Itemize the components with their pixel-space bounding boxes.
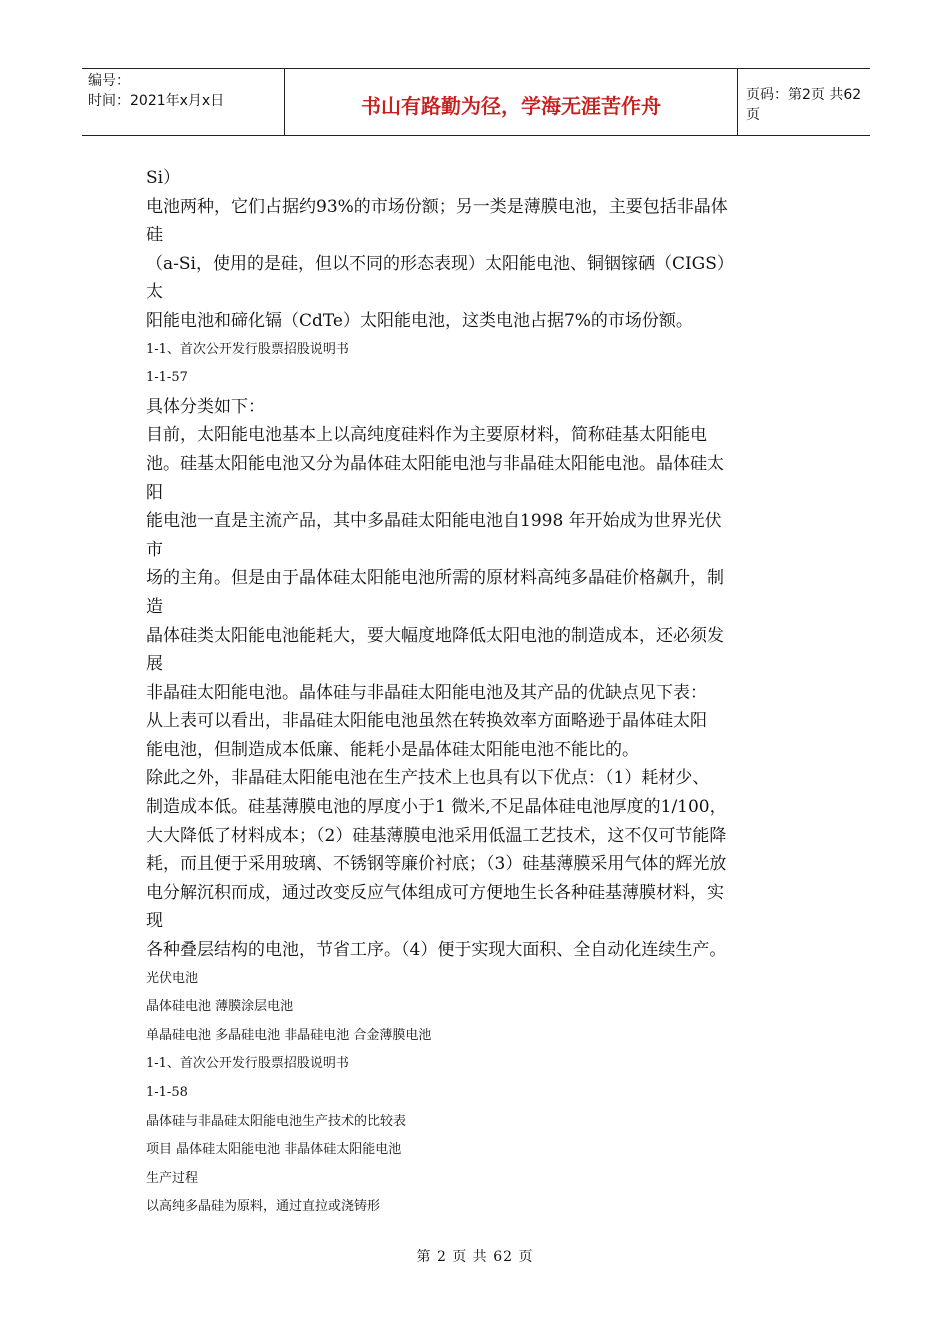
text-line: 以高纯多晶硅为原料，通过直拉或浇铸形	[146, 1199, 381, 1215]
text-line: 晶体硅电池 薄膜涂层电池	[146, 999, 294, 1015]
text-line: 阳能电池和碲化镉（CdTe）太阳能电池，这类电池占据7%的市场份额。	[146, 310, 693, 331]
text-line: 造	[146, 596, 163, 617]
text-line: 电分解沉积而成，通过改变反应气体组成可方便地生长各种硅基薄膜材料，实	[146, 882, 724, 903]
text-line: 能电池一直是主流产品，其中多晶硅太阳能电池自1998 年开始成为世界光伏	[146, 511, 722, 532]
text-line: 1-1-57	[146, 370, 188, 386]
text-line: 硅	[146, 225, 163, 246]
text-line: 各种叠层结构的电池，节省工序。（4）便于实现大面积、全自动化连续生产。	[146, 940, 727, 961]
text-line: 项目 晶体硅太阳能电池 非晶体硅太阳能电池	[146, 1142, 402, 1158]
text-line: 光伏电池	[146, 970, 199, 986]
text-line: （a-Si，使用的是硅，但以不同的形态表现）太阳能电池、铜铟镓硒（CIGS）	[146, 253, 734, 274]
header-page-info	[738, 69, 870, 135]
text-line: 晶体硅与非晶硅太阳能电池生产技术的比较表	[146, 1113, 407, 1129]
header-meta	[82, 69, 284, 135]
text-line: 阳	[146, 482, 163, 503]
text-line: Si）	[146, 168, 181, 188]
text-line: 市	[146, 539, 163, 560]
document-body	[146, 164, 816, 1222]
text-line: 太	[146, 282, 163, 303]
text-line: 能电池，但制造成本低廉、能耗小是晶体硅太阳能电池不能比的。	[146, 739, 639, 760]
text-line: 1-1、首次公开发行股票招股说明书	[146, 341, 349, 357]
text-line: 除此之外，非晶硅太阳能电池在生产技术上也具有以下优点：（1）耗材少、	[146, 768, 710, 789]
page-info-text: 页码：第2页 共62页	[746, 87, 862, 123]
page-header	[82, 68, 870, 136]
text-line: 展	[146, 654, 163, 675]
text-line: 池。硅基太阳能电池又分为晶体硅太阳能电池与非晶硅太阳能电池。晶体硅太	[146, 453, 724, 474]
text-line: 目前，太阳能电池基本上以高纯度硅料作为主要原材料，简称硅基太阳能电	[146, 425, 707, 446]
text-line: 场的主角。但是由于晶体硅太阳能电池所需的原材料高纯多晶硅价格飙升，制	[146, 568, 724, 589]
text-line: 电池两种，它们占据约93%的市场份额；另一类是薄膜电池，主要包括非晶体	[146, 196, 728, 217]
text-line: 具体分类如下：	[146, 396, 265, 417]
text-line: 非晶硅太阳能电池。晶体硅与非晶硅太阳能电池及其产品的优缺点见下表：	[146, 682, 707, 703]
text-line: 1-1、首次公开发行股票招股说明书	[146, 1056, 349, 1072]
number-label: 编号：	[88, 73, 130, 89]
text-line: 生产过程	[146, 1170, 199, 1186]
text-line: 耗，而且便于采用玻璃、不锈钢等廉价衬底；（3）硅基薄膜采用气体的辉光放	[146, 854, 727, 875]
text-line: 从上表可以看出，非晶硅太阳能电池虽然在转换效率方面略逊于晶体硅太阳	[146, 711, 707, 732]
text-line: 晶体硅类太阳能电池能耗大，要大幅度地降低太阳电池的制造成本，还必须发	[146, 625, 724, 646]
text-line: 现	[146, 911, 163, 932]
page-footer	[0, 1246, 950, 1266]
motto-text: 书山有路勤为径，学海无涯苦作舟	[361, 93, 661, 118]
text-line: 大大降低了材料成本；（2）硅基薄膜电池采用低温工艺技术，这不仅可节能降	[146, 825, 727, 846]
header-motto	[284, 69, 738, 135]
text-line: 制造成本低。硅基薄膜电池的厚度小于1 微米,不足晶体硅电池厚度的1/100，	[146, 797, 727, 818]
footer-page-number: 第 2 页 共 62 页	[416, 1249, 534, 1265]
text-line: 单晶硅电池 多晶硅电池 非晶硅电池 合金薄膜电池	[146, 1027, 432, 1043]
text-line: 1-1-58	[146, 1085, 188, 1100]
date-label: 时间：2021年x月x日	[88, 93, 225, 109]
